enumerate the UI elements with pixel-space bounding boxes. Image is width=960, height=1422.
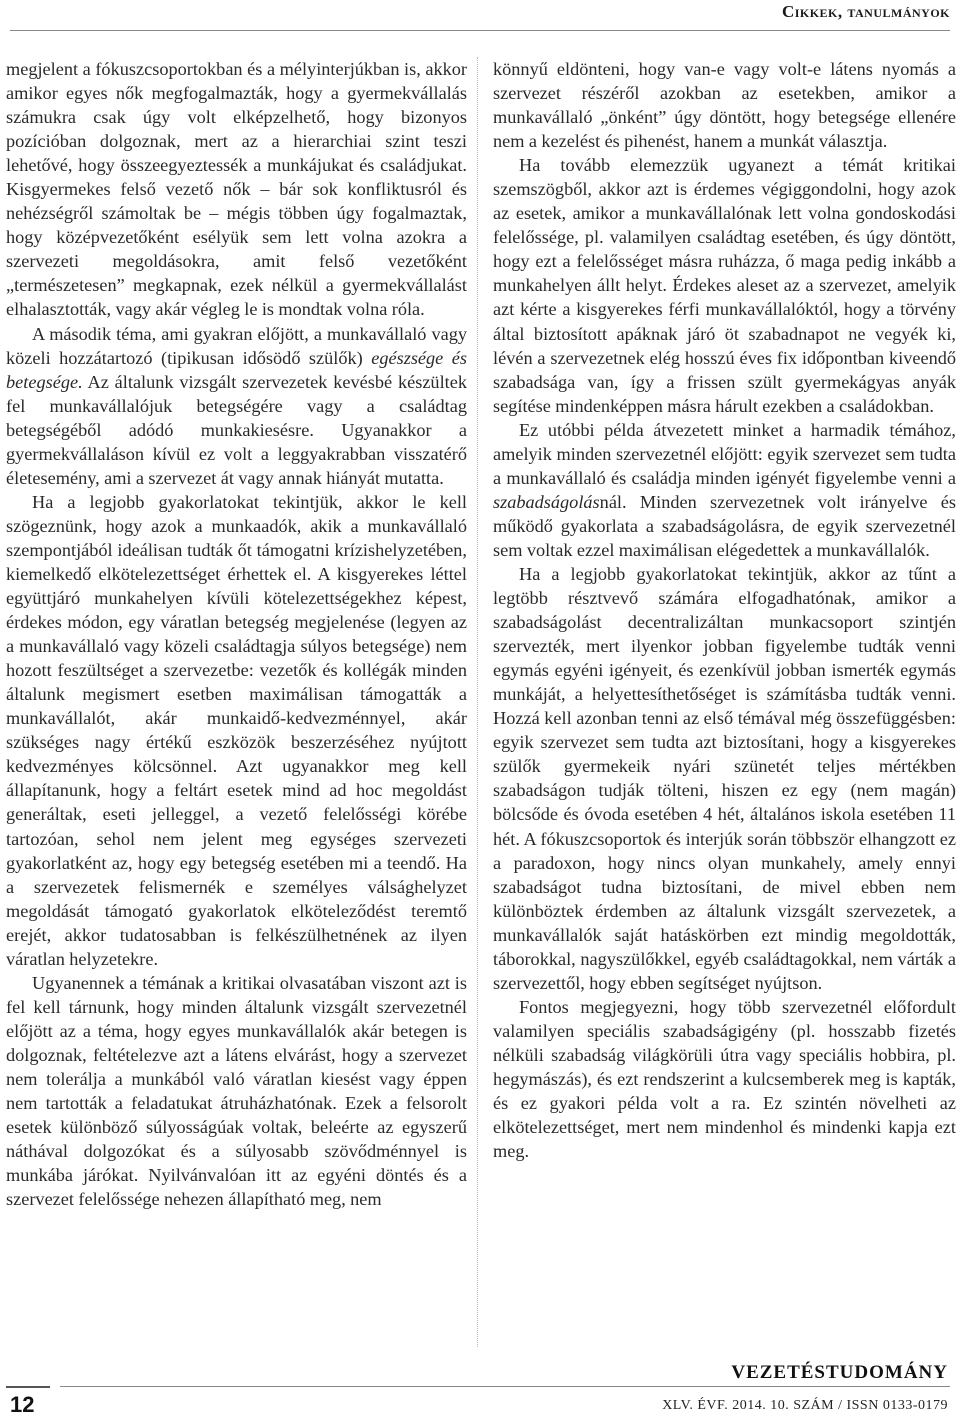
paragraph — [6, 322, 467, 490]
paragraph-text: A második téma, ami gyakran előjött, a munkavállaló vagy közeli hozzátartozó (tipikusan idősödő szülők) — [6, 323, 467, 368]
column-divider — [477, 57, 478, 1347]
issue-info: XLV. ÉVF. 2014. 10. SZÁM / ISSN 0133-0179 — [662, 1398, 948, 1413]
paragraph: könnyű eldönteni, hogy van-e vagy volt-e látens nyomás a szervezet részéről azokban az esetekben, amikor a munkavállaló „önként” úgy döntött, hogy betegsége ellenére nem a kezelést és pihenést, hanem a munkát választja. — [493, 59, 956, 152]
paragraph: Ha a legjobb gyakorlatokat tekintjük, akkor az tűnt a legtöbb résztvevő számára elfogadhatónak, amikor a szabadságolást decentralizáltan munkacsoport szintjén szervezték, mert ilyenkor jobban figyelembe tudták venni egymás egyéni igényeit, és ezenkívül jobban ismerték egymás munkáját, a helyettesíthetőséget is számításba tudták venni. Hozzá kell azonban tenni az első témával még összefüggésben: egyik szervezet sem tudta azt biztosítani, hogy a kisgyerekes szülők gyermekeik nyári szünetét teljes mértékben szabadságon tudják tölteni, hiszen ez egy (nem magán) bölcsőde és óvoda esetében 4 hét, általános iskola esetében 11 hét. A fókuszcsoportok és interjúk során többször elhangzott ez a paradoxon, hogy nincs olyan munkahely, amely ennyi szabadságot tudna biztosítani, de mivel ebben nem különböztek érdemben az általunk vizsgált szervezetek, a munkavállalók saját hatáskörben ezt mindig megoldották, táborokkal, nagyszülőkkel, egyéb családtagokkal, nem várták a szervezettől, hogy ebben segítséget nyújtson. — [493, 563, 956, 993]
paragraph-text: Ez utóbbi példa átvezetett minket a harmadik témához, amelyik minden szervezetnél előjött: egyik szervezet sem tudta a munkavállaló és családja minden igényét figyelembe venni a — [493, 419, 956, 488]
paragraph: Ha tovább elemezzük ugyanezt a témát kritikai szemszögből, akkor azt is érdemes végiggondolni, hogy azok az esetek, amikor a munkavállalónak lett volna gondoskodási felelőssége, pl. valamilyen családtag esetében, és úgy döntött, hogy ezt a felelősséget másra ruházza, ő maga pedig inkább a munkahelyen állt helyt. Érdekes aleset az a szervezet, amelyik azt kérte a kisgyerekes férfi munkavállalóktól, hogy a törvény által biztosított apáknak járó öt szabadnapot ne vegyék ki, lévén a szervezetnek elég hosszú éves fix időpontban kiveendő szabadsága van, így a frissen szült gyermekágyas anyák segítése mindenképpen másra hárult ezekben a családokban. — [493, 155, 956, 416]
header-rule — [10, 30, 950, 31]
italic-term: szabadságolás — [493, 491, 600, 512]
page-number-rule — [6, 1386, 50, 1388]
paragraph: Ugyanennek a témának a kritikai olvasatában viszont azt is fel kell tárnunk, hogy minden általunk vizsgált szervezetnél előjött az a téma, hogy egyes munkavállalók akár betegen is dolgoznak, feltételezve azt a látens elvárást, hogy a szervezet nem tolerálja a munkából való váratlan kiesést vagy éppen nem tartották a feladatukat átruházhatónak. Ezek a felsorolt esetek különböző súlyosságúak voltak, beleérte az egyszerű náthával dolgozókat és a súlyosabb szövődménnyel is munkába járókat. Nyilvánvalóan itt az egyéni döntés és a szervezet felelőssége nehezen állapítható meg, nem — [6, 972, 467, 1210]
left-column — [6, 57, 467, 1211]
paragraph: Fontos megjegyezni, hogy több szervezetnél előfordult valamilyen speciális szabadságigény (pl. hosszabb fizetés nélküli szabadság világkörüli útra vagy speciális hobbira, pl. hegymászás), és ezt rendszerint a kulcsemberek meg is kapták, és ez gyakori példa volt a ra. Ez szintén növelheti az elkötelezettséget, mert nem mindenhol és mindenki kapja ezt meg. — [493, 996, 956, 1162]
italic-term: egészsége és betegsége. — [6, 347, 467, 392]
page-number: 12 — [10, 1392, 35, 1417]
footer-rule — [60, 1386, 950, 1387]
section-title: Cikkek, tanulmányok — [781, 2, 950, 21]
journal-name: VEZETÉSTUDOMÁNY — [731, 1362, 948, 1383]
paragraph-text: Az általunk vizsgált szervezetek kevésbé készültek fel munkavállalójuk betegségére vagy a családtag betegségéből adódó munkakiesésre. Ugyanakkor a gyermekvállaláson kívül ez volt a leggyakrabban visszatérő életesemény, ami a szervezet át vagy annak hiányát mutatta. — [6, 371, 467, 488]
paragraph: Ha a legjobb gyakorlatokat tekintjük, akkor le kell szögeznünk, hogy azok a munkaadók, akik a munkavállaló szempontjából ideálisan tudták őt támogatni krízishelyzetében, kiemelkedő elkötelezettséget érhettek el. A kisgyerekes léttel együttjáró munkahelyen kívüli kötelezettségekhez képest, érdekes módon, egy váratlan betegség megjelenése (legyen az a munkavállaló vagy közeli családtagja súlyos betegsége) nem hozott feszültséget a szervezetbe: vezetők és kollégák minden általunk megismert esetben maximálisan támogatták a munkavállalót, akár munkaidő-kedvezménnyel, akár szükséges nagy értékű eszközök beszerzéséhez nyújtott kedvezményes kölcsönnel. Azt ugyanakkor meg kell állapítanunk, hogy a feltárt esetek mind ad hoc megoldást generáltak, eseti jelleggel, a vezető felelősségi körébe tartozóan, sehol nem jelent meg egységes szervezeti gyakorlatként az, hogy egy betegség esetében mi a teendő. Ha a szervezetek felismernék e személyes válsághelyzet megoldását támogató gyakorlatok elköteleződést teremtő erejét, akkor tudatosabban is felkészülhetnének az ilyen váratlan helyzetekre. — [6, 491, 467, 969]
paragraph: megjelent a fókuszcsoportokban és a mélyinterjúkban is, akkor amikor egyes nők megfogalmazták, hogy a gyermekvállalás számukra csak úgy volt elképzelhető, hogy bizonyos pozícióban dolgoznak, mert az a hierarchiai szint teszi lehetővé, hogy összeegyeztessék a munkájukat és családjukat. Kisgyermekes felső vezető nők – bár sok konfliktusról és nehézségről számoltak be – mégis többen úgy fogalmaztak, hogy középvezetőként esélyük sem lett volna azokra a szervezeti megoldásokra, amit felső vezetőként „természetesen” megkapnak, ezek nélkül a gyermekvállalást elhalasztották, vagy akár végleg le is mondtak volna róla. — [6, 59, 467, 320]
paragraph — [493, 418, 956, 562]
paragraph-text: nál. Minden szervezetnek volt irányelve és működő gyakorlata a szabadságolásra, de egyik szervezetnél sem voltak ezzel maximálisan elégedettek a munkavállalók. — [493, 491, 956, 560]
right-column — [493, 57, 956, 1163]
